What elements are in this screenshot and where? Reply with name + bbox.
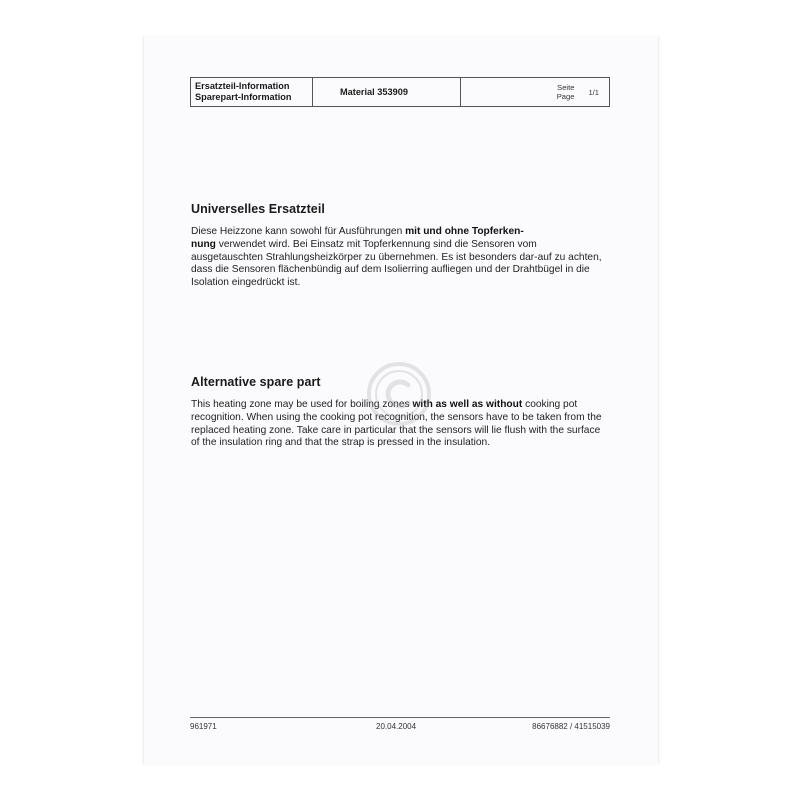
page-label-en: Page <box>556 92 575 101</box>
section-english-heading: Alternative spare part <box>191 375 321 389</box>
header-title-cell <box>191 78 313 106</box>
german-text-bold1: mit und ohne Topferken- <box>405 226 524 237</box>
document-page <box>143 37 659 764</box>
header-material-cell <box>313 78 461 106</box>
footer-date: 20.04.2004 <box>376 722 417 731</box>
english-text-part1: This heating zone may be used for boiling zones <box>191 399 413 410</box>
header-box <box>190 77 610 107</box>
english-text-part2: cooking pot recognition. When using the cooking pot recognition, the sensors have to be taken from the replaced heating zone. Take care in particular that the sensors will lie flush with the surface of the insulation ring and that the strap is pressed in the insulation. <box>191 399 602 449</box>
header-page-cell <box>461 78 609 106</box>
german-text-part1: Diese Heizzone kann sowohl für Ausführungen <box>191 226 406 237</box>
german-text-part2: verwendet wird. Bei Einsatz mit Topferkennung sind die Sensoren vom ausgetauschten Strahlungsheizkörper zu übernehmen. Es ist besonders dar-auf zu achten, dass die Sensoren flächenbündig auf dem Isolierring aufliegen und der Drahtbügel in die Isolation eingedrückt ist. <box>191 238 602 289</box>
footer <box>190 717 610 731</box>
copyright-icon <box>366 361 432 427</box>
footer-part-numbers: 86676882 / 41515039 <box>532 722 610 731</box>
section-german <box>191 202 611 290</box>
section-german-text <box>191 226 611 290</box>
section-german-heading: Universelles Ersatzteil <box>191 202 325 216</box>
material-number: Material 353909 <box>340 87 408 97</box>
header-title-en: Sparepart-Information <box>195 92 292 102</box>
header-title-de: Ersatzteil-Information <box>195 81 290 91</box>
page-labels <box>557 83 575 101</box>
english-text-bold: with as well as without <box>412 399 523 410</box>
page-label-de: Seite <box>557 83 575 92</box>
german-text-bold2: nung <box>191 238 216 250</box>
footer-doc-number: 961971 <box>190 722 217 731</box>
page-number: 1/1 <box>588 87 599 97</box>
